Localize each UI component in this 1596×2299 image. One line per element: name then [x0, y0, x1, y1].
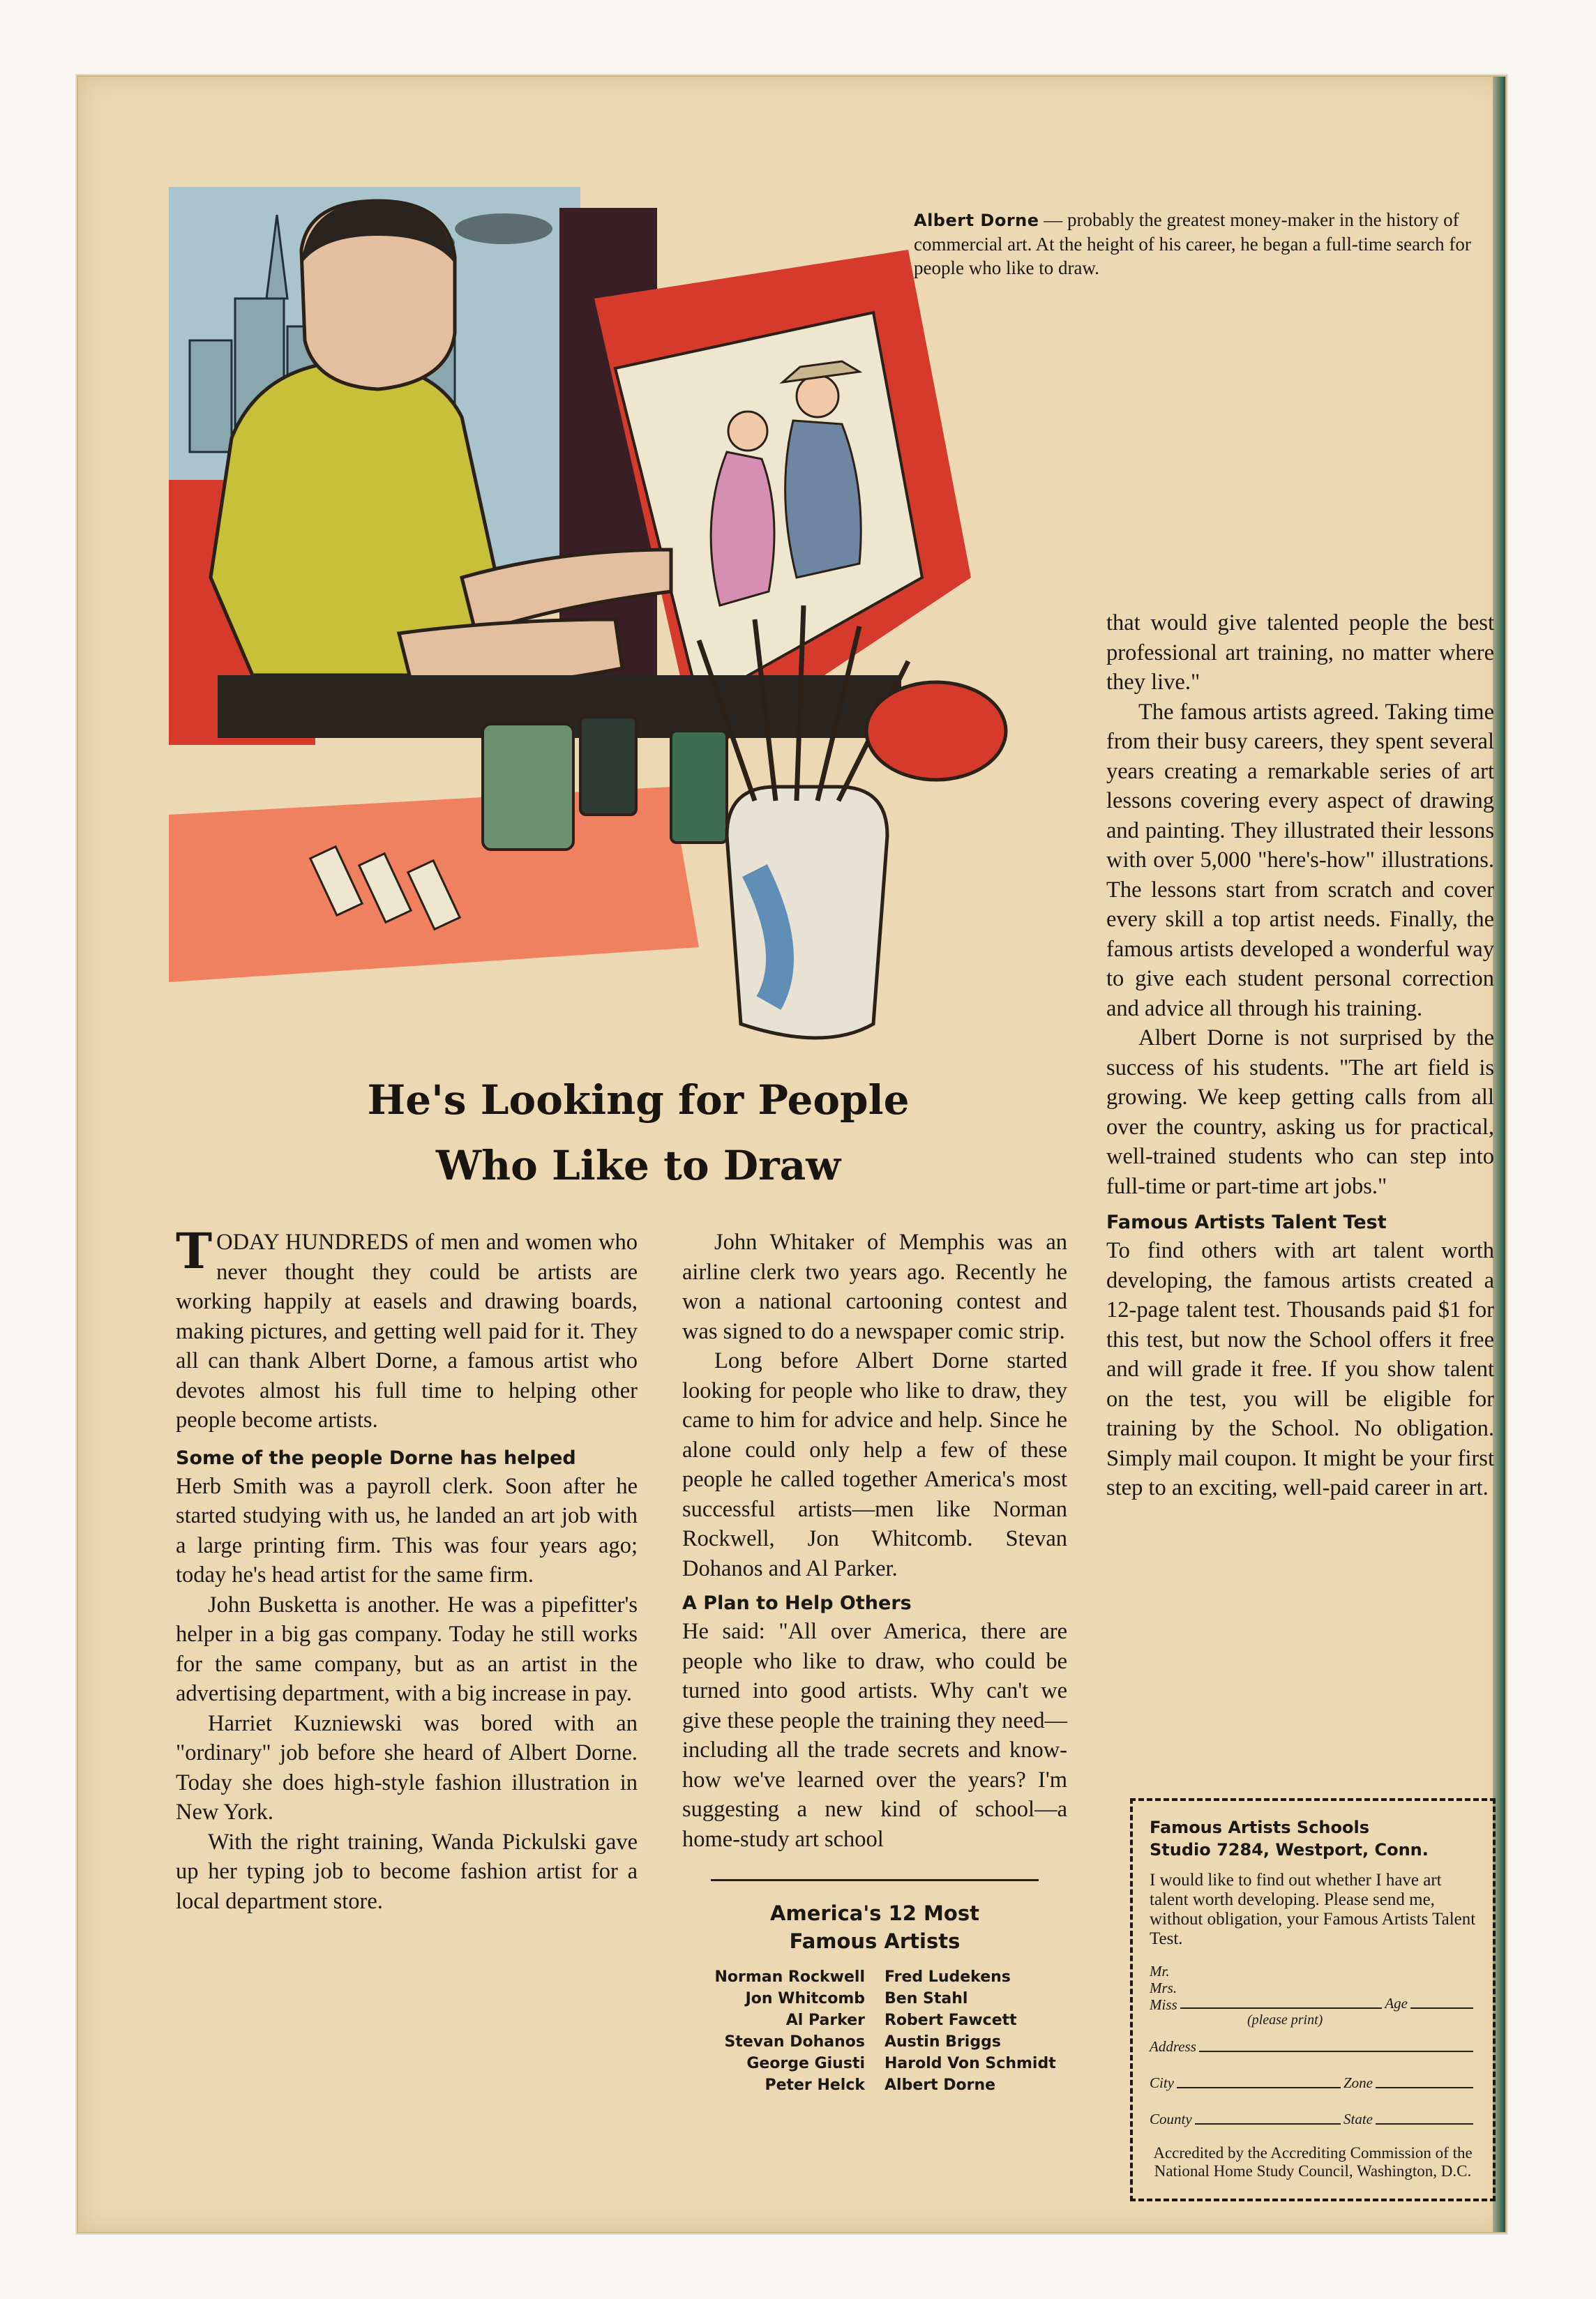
label-state: State: [1343, 2111, 1373, 2127]
subhead-plan: A Plan to Help Others: [682, 1592, 912, 1614]
divider: [711, 1879, 1039, 1881]
county-field[interactable]: [1150, 2109, 1476, 2129]
address-field[interactable]: [1150, 2037, 1476, 2056]
headline: [237, 1067, 1039, 1198]
paragraph: that would give talented people the best professional art training, no matter where they live.": [1106, 610, 1494, 695]
intro-small-caps: ODAY HUNDREDS: [216, 1230, 409, 1255]
drop-cap: T: [176, 1222, 213, 1280]
red-bowl: [866, 682, 1006, 780]
comic-back-cover-page: [77, 75, 1507, 2233]
mail-coupon[interactable]: [1130, 1798, 1496, 2201]
label-mr: Mr.: [1150, 1963, 1170, 1980]
zone-line[interactable]: [1376, 2087, 1473, 2088]
artists-list-title: [682, 1899, 1067, 1955]
intro-text: of men and women who never thought they could be artists are working happily at easels and drawing boards, making pictures, and getting well paid for it. They all can thank Albert Dorne, a famous artist who devotes almost his full time to helping other people become artists.: [176, 1230, 638, 1433]
label-miss: Miss: [1150, 1996, 1177, 2013]
coupon-body: I would like to find out whether I have art talent worth developing. Please send me, without obligation, your Famous Artists Talent Test.: [1150, 1871, 1476, 1948]
coupon-studio-address: Studio 7284, Westport, Conn.: [1150, 1840, 1429, 1860]
name-line[interactable]: [1180, 2007, 1383, 2009]
label-city: City: [1150, 2074, 1174, 2091]
coupon-school-name: Famous Artists Schools: [1150, 1818, 1369, 1837]
label-county: County: [1150, 2111, 1192, 2127]
paragraph: Harriet Kuzniewski was bored with an "ordinary" job before she heard of Albert Dorne. Today she does high-style fashion illustration in New York.: [176, 1710, 638, 1825]
label-zone: Zone: [1343, 2074, 1373, 2091]
county-line[interactable]: [1195, 2123, 1341, 2125]
brush-jar: [727, 787, 887, 1038]
artist-name: Norman Rockwell: [714, 1968, 865, 1986]
caption-text: — probably the greatest money-maker in the history of commercial art. At the height of his career, he began a full-time search for people who like to draw.: [914, 209, 1471, 278]
subhead-people-helped: Some of the people Dorne has helped: [176, 1447, 576, 1469]
name-field[interactable]: [1150, 1963, 1476, 2013]
caption-name: Albert Dorne: [914, 211, 1039, 230]
label-address: Address: [1150, 2038, 1196, 2055]
article-column-3: [1106, 608, 1494, 1503]
paragraph: To find others with art talent worth developing, the famous artists created a 12-page talent test. Thousands paid $1 for this test, but now the School offers it free and will grade it free. If you show talent on the test, you will be eligible for training by the School. No obligation. Simply mail coupon. It might be your first step to an exciting, well-paid career in art.: [1106, 1238, 1494, 1500]
paragraph: He said: "All over America, there are people who like to draw, who could be turned into good artists. Why can't we give these people the training they need—including all the trade secrets and know-how we've learned over the years? I'm suggesting a new kind of school—a home-study art school: [682, 1619, 1067, 1852]
artist-name: Harold Von Schmidt: [884, 2055, 1056, 2072]
paragraph: Long before Albert Dorne started looking for people who like to draw, they came to him for advice and help. Since he alone could only help a few of these people he called together America's most successful artists—men like Norman Rockwell, Jon Whitcomb. Stevan Dohanos and Al Parker.: [682, 1348, 1067, 1581]
artist-name: Ben Stahl: [884, 1990, 968, 2007]
intro-paragraph: [176, 1222, 638, 1435]
city-line[interactable]: [1177, 2087, 1341, 2088]
please-print-note: (please print): [1247, 2012, 1323, 2028]
paragraph: Herb Smith was a payroll clerk. Soon after he started studying with us, he landed an art job with a large printing firm. This was four years ago; today he's head artist for the same firm.: [176, 1473, 638, 1588]
artists-list-title-line-2: Famous Artists: [789, 1929, 961, 1953]
headline-line-1: He's Looking for People: [367, 1076, 910, 1124]
address-line[interactable]: [1199, 2051, 1473, 2052]
cloud: [455, 213, 552, 244]
artist-name: Jon Whitcomb: [745, 1990, 865, 2007]
label-mrs: Mrs.: [1150, 1980, 1177, 1996]
article-column-1: [176, 1222, 638, 1916]
artist-name: Peter Helck: [765, 2076, 865, 2094]
article-column-2: [682, 1228, 1067, 2096]
paragraph: With the right training, Wanda Pickulski gave up her typing job to become fashion artist for a local department store.: [176, 1829, 638, 1914]
illustration-caption: [914, 208, 1472, 280]
age-line[interactable]: [1410, 2007, 1473, 2009]
artist-name: Robert Fawcett: [884, 2012, 1017, 2029]
artist-name: Fred Ludekens: [884, 1968, 1011, 1986]
subhead-talent-test: Famous Artists Talent Test: [1106, 1212, 1387, 1233]
paragraph: Albert Dorne is not surprised by the success of his students. "The art field is growing. We keep getting calls from all over the country, asking us for practical, well-trained students who can step into full-time or part-time art jobs.": [1106, 1025, 1494, 1199]
paragraph: John Busketta is another. He was a pipefitter's helper in a big gas company. Today he still works for the same company, but as an artist in the advertising department, with a big increase in pay.: [176, 1592, 638, 1706]
artist-name: George Giusti: [746, 2055, 865, 2072]
artist-name: Austin Briggs: [884, 2033, 1001, 2051]
paragraph: John Whitaker of Memphis was an airline clerk two years ago. Recently he won a national cartooning contest and was signed to do a newspaper comic strip.: [682, 1230, 1067, 1344]
headline-line-2: Who Like to Draw: [435, 1142, 841, 1189]
label-age: Age: [1385, 1995, 1408, 2012]
artists-list: [682, 1966, 1067, 2096]
city-field[interactable]: [1150, 2073, 1476, 2093]
artist-name: Albert Dorne: [884, 2076, 996, 2094]
artist-name: Al Parker: [785, 2012, 865, 2029]
artists-list-title-line-1: America's 12 Most: [770, 1901, 979, 1925]
state-line[interactable]: [1376, 2123, 1473, 2125]
artist-name: Stevan Dohanos: [724, 2033, 865, 2051]
accreditation-note: Accredited by the Accrediting Commission of the National Home Study Council, Washington, D.C.: [1153, 2144, 1473, 2180]
paragraph: The famous artists agreed. Taking time from their busy careers, they spent several years creating a remarkable series of art lessons covering every aspect of drawing and painting. They illustrated their lessons with over 5,000 "here's-how" illustrations. The lessons start from scratch and cover every skill a top artist needs. Finally, the famous artists developed a wonderful way to give each student personal correction and advice all through his training.: [1106, 699, 1494, 1021]
artist-illustration: [169, 187, 1062, 1059]
